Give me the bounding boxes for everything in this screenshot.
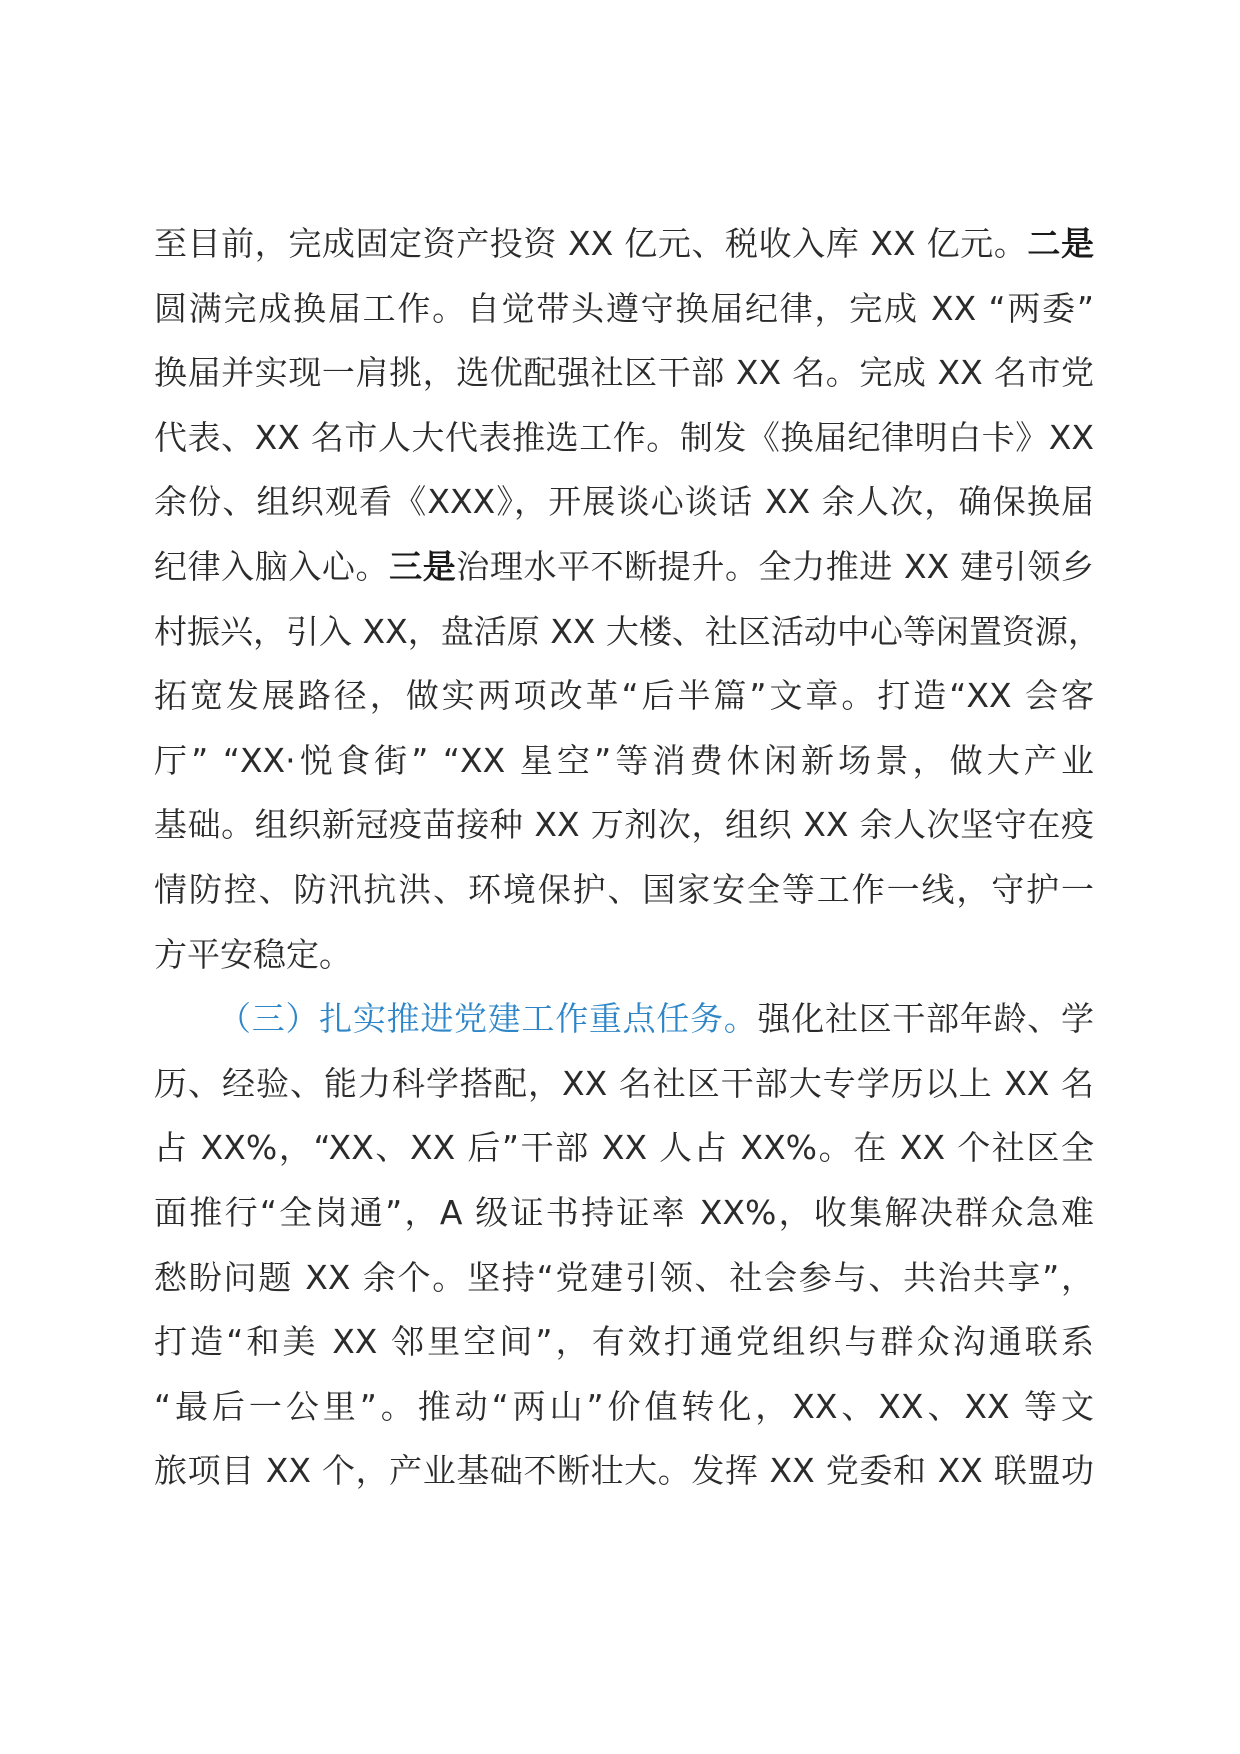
text-line — [154, 535, 1094, 600]
text-segment: “最后一公里”。推动“两山”价值转化，XX、XX、XX 等文 — [154, 1386, 1094, 1426]
section-heading: （三）扎实推进党建工作重点任务。 — [218, 999, 758, 1039]
text-segment: 占 XX%，“XX、XX 后”干部 XX 人占 XX%。在 XX 个社区全 — [154, 1128, 1094, 1168]
text-line — [154, 1375, 1094, 1440]
text-segment: 方平安稳定。 — [154, 934, 352, 974]
text-segment: 基础。组织新冠疫苗接种 XX 万剂次，组织 XX 余人次坚守在疫 — [154, 805, 1094, 845]
document-body — [154, 212, 1101, 1504]
text-line — [154, 1181, 1094, 1246]
text-line — [154, 923, 1094, 988]
text-segment: 情防控、防汛抗洪、环境保护、国家安全等工作一线，守护一 — [154, 869, 1094, 909]
text-line — [154, 600, 1101, 665]
text-segment: 打造“和美 XX 邻里空间”，有效打通党组织与群众沟通联系 — [154, 1322, 1094, 1362]
text-line — [154, 1052, 1094, 1117]
text-line — [154, 987, 1094, 1052]
text-line — [154, 341, 1094, 406]
text-line — [154, 212, 1094, 277]
text-segment: 旅项目 XX 个，产业基础不断壮大。发挥 XX 党委和 XX 联盟功 — [154, 1451, 1094, 1491]
text-segment: 纪律入脑入心。 — [154, 546, 390, 586]
text-segment: 面推行“全岗通”，A 级证书持证率 XX%，收集解决群众急难 — [154, 1192, 1094, 1232]
text-line — [154, 277, 1094, 342]
bold-lead-phrase: 二是 — [1027, 224, 1094, 263]
text-line — [154, 406, 1094, 471]
text-segment: 愁盼问题 XX 余个。坚持“党建引领、社会参与、共治共享”， — [154, 1257, 1094, 1297]
text-line — [154, 729, 1094, 794]
text-segment: 强化社区干部年龄、学 — [757, 999, 1095, 1039]
text-segment: 村振兴，引入 XX，盘活原 XX 大楼、社区活动中心等闲置资源， — [154, 611, 1101, 651]
text-line — [154, 793, 1094, 858]
text-segment: 余份、组织观看《XXX》，开展谈心谈话 XX 余人次，确保换届 — [154, 482, 1094, 522]
text-segment: 代表、XX 名市人大代表推选工作。制发《换届纪律明白卡》XX — [154, 417, 1094, 457]
text-line — [154, 1439, 1094, 1504]
text-line — [154, 1246, 1094, 1311]
text-line — [154, 858, 1094, 923]
text-line — [154, 470, 1094, 535]
text-line — [154, 664, 1094, 729]
text-segment: 圆满完成换届工作。自觉带头遵守换届纪律，完成 XX “两委” — [154, 288, 1094, 328]
text-segment: 拓宽发展路径，做实两项改革“后半篇”文章。打造“XX 会客 — [154, 676, 1094, 716]
bold-lead-phrase: 三是 — [389, 546, 457, 586]
text-line — [154, 1116, 1094, 1181]
text-segment: 治理水平不断提升。全力推进 XX 建引领乡 — [456, 546, 1095, 586]
text-segment: 厅” “XX·悦食街” “XX 星空”等消费休闲新场景，做大产业 — [154, 740, 1094, 780]
text-segment: 历、经验、能力科学搭配，XX 名社区干部大专学历以上 XX 名 — [154, 1063, 1094, 1103]
text-segment: 至目前，完成固定资产投资 XX 亿元、税收入库 XX 亿元。 — [154, 224, 1028, 263]
text-segment: 换届并实现一肩挑，选优配强社区干部 XX 名。完成 XX 名市党 — [154, 353, 1094, 393]
text-line — [154, 1310, 1094, 1375]
